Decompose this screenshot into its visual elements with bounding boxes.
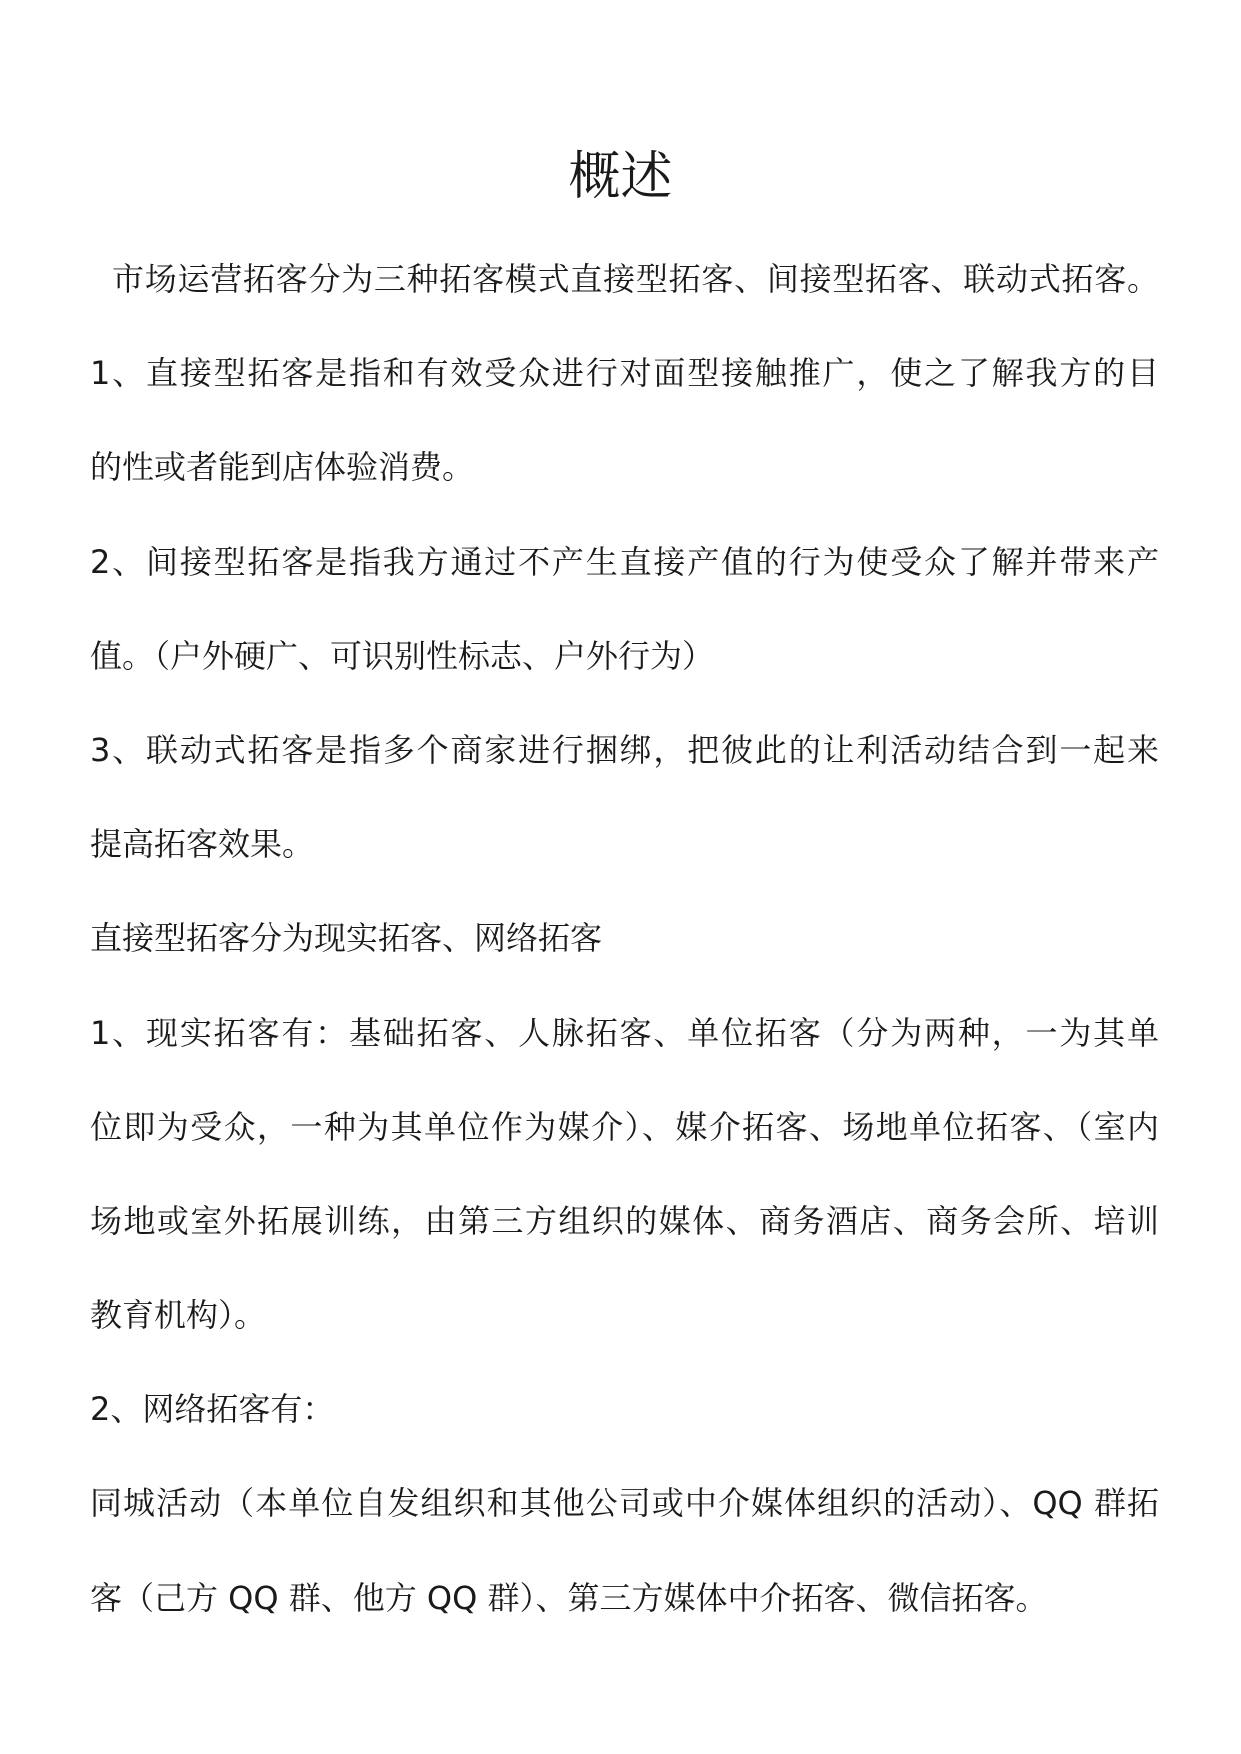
document-title: 概述 xyxy=(568,147,673,207)
document-line: 市场运营拓客分为三种拓客模式直接型拓客、间接型拓客、联动式拓客。 xyxy=(112,260,1159,298)
paragraph-online xyxy=(90,1456,1159,1644)
document-line: 直接型拓客分为现实拓客、网络拓客 xyxy=(90,919,603,958)
paragraph-online-heading xyxy=(90,1362,1159,1456)
document-line: 提高拓客效果。 xyxy=(90,825,315,864)
document-line: 2、网络拓客有： xyxy=(90,1390,335,1429)
document-line: 3、联动式拓客是指多个商家进行捆绑，把彼此的让利活动结合到一起来 xyxy=(90,730,1159,769)
paragraph-linked xyxy=(90,703,1159,891)
document-line: 值。（户外硬广、可识别性标志、户外行为） xyxy=(90,636,715,675)
paragraph-intro xyxy=(90,232,1159,326)
document-line: 同城活动（本单位自发组织和其他公司或中介媒体组织的活动）、QQ 群拓 xyxy=(90,1484,1159,1523)
paragraph-direct-types xyxy=(90,891,1159,985)
document-line: 位即为受众，一种为其单位作为媒介）、媒介拓客、场地单位拓客、（室内 xyxy=(90,1107,1159,1146)
paragraph-offline xyxy=(90,986,1159,1363)
document-line: 1、直接型拓客是指和有效受众进行对面型接触推广，使之了解我方的目 xyxy=(90,354,1159,393)
document-line: 的性或者能到店体验消费。 xyxy=(90,448,475,487)
paragraph-direct xyxy=(90,326,1159,514)
document-line: 场地或室外拓展训练，由第三方组织的媒体、商务酒店、商务会所、培训 xyxy=(90,1201,1159,1240)
document-line: 教育机构）。 xyxy=(90,1296,267,1335)
document-line: 客（己方 QQ 群、他方 QQ 群）、第三方媒体中介拓客、微信拓客。 xyxy=(90,1578,1048,1617)
document-line: 1、现实拓客有：基础拓客、人脉拓客、单位拓客（分为两种，一为其单 xyxy=(90,1013,1159,1052)
document-line: 2、间接型拓客是指我方通过不产生直接产值的行为使受众了解并带来产 xyxy=(90,542,1159,581)
document-body xyxy=(90,232,1159,1645)
paragraph-indirect xyxy=(90,515,1159,703)
